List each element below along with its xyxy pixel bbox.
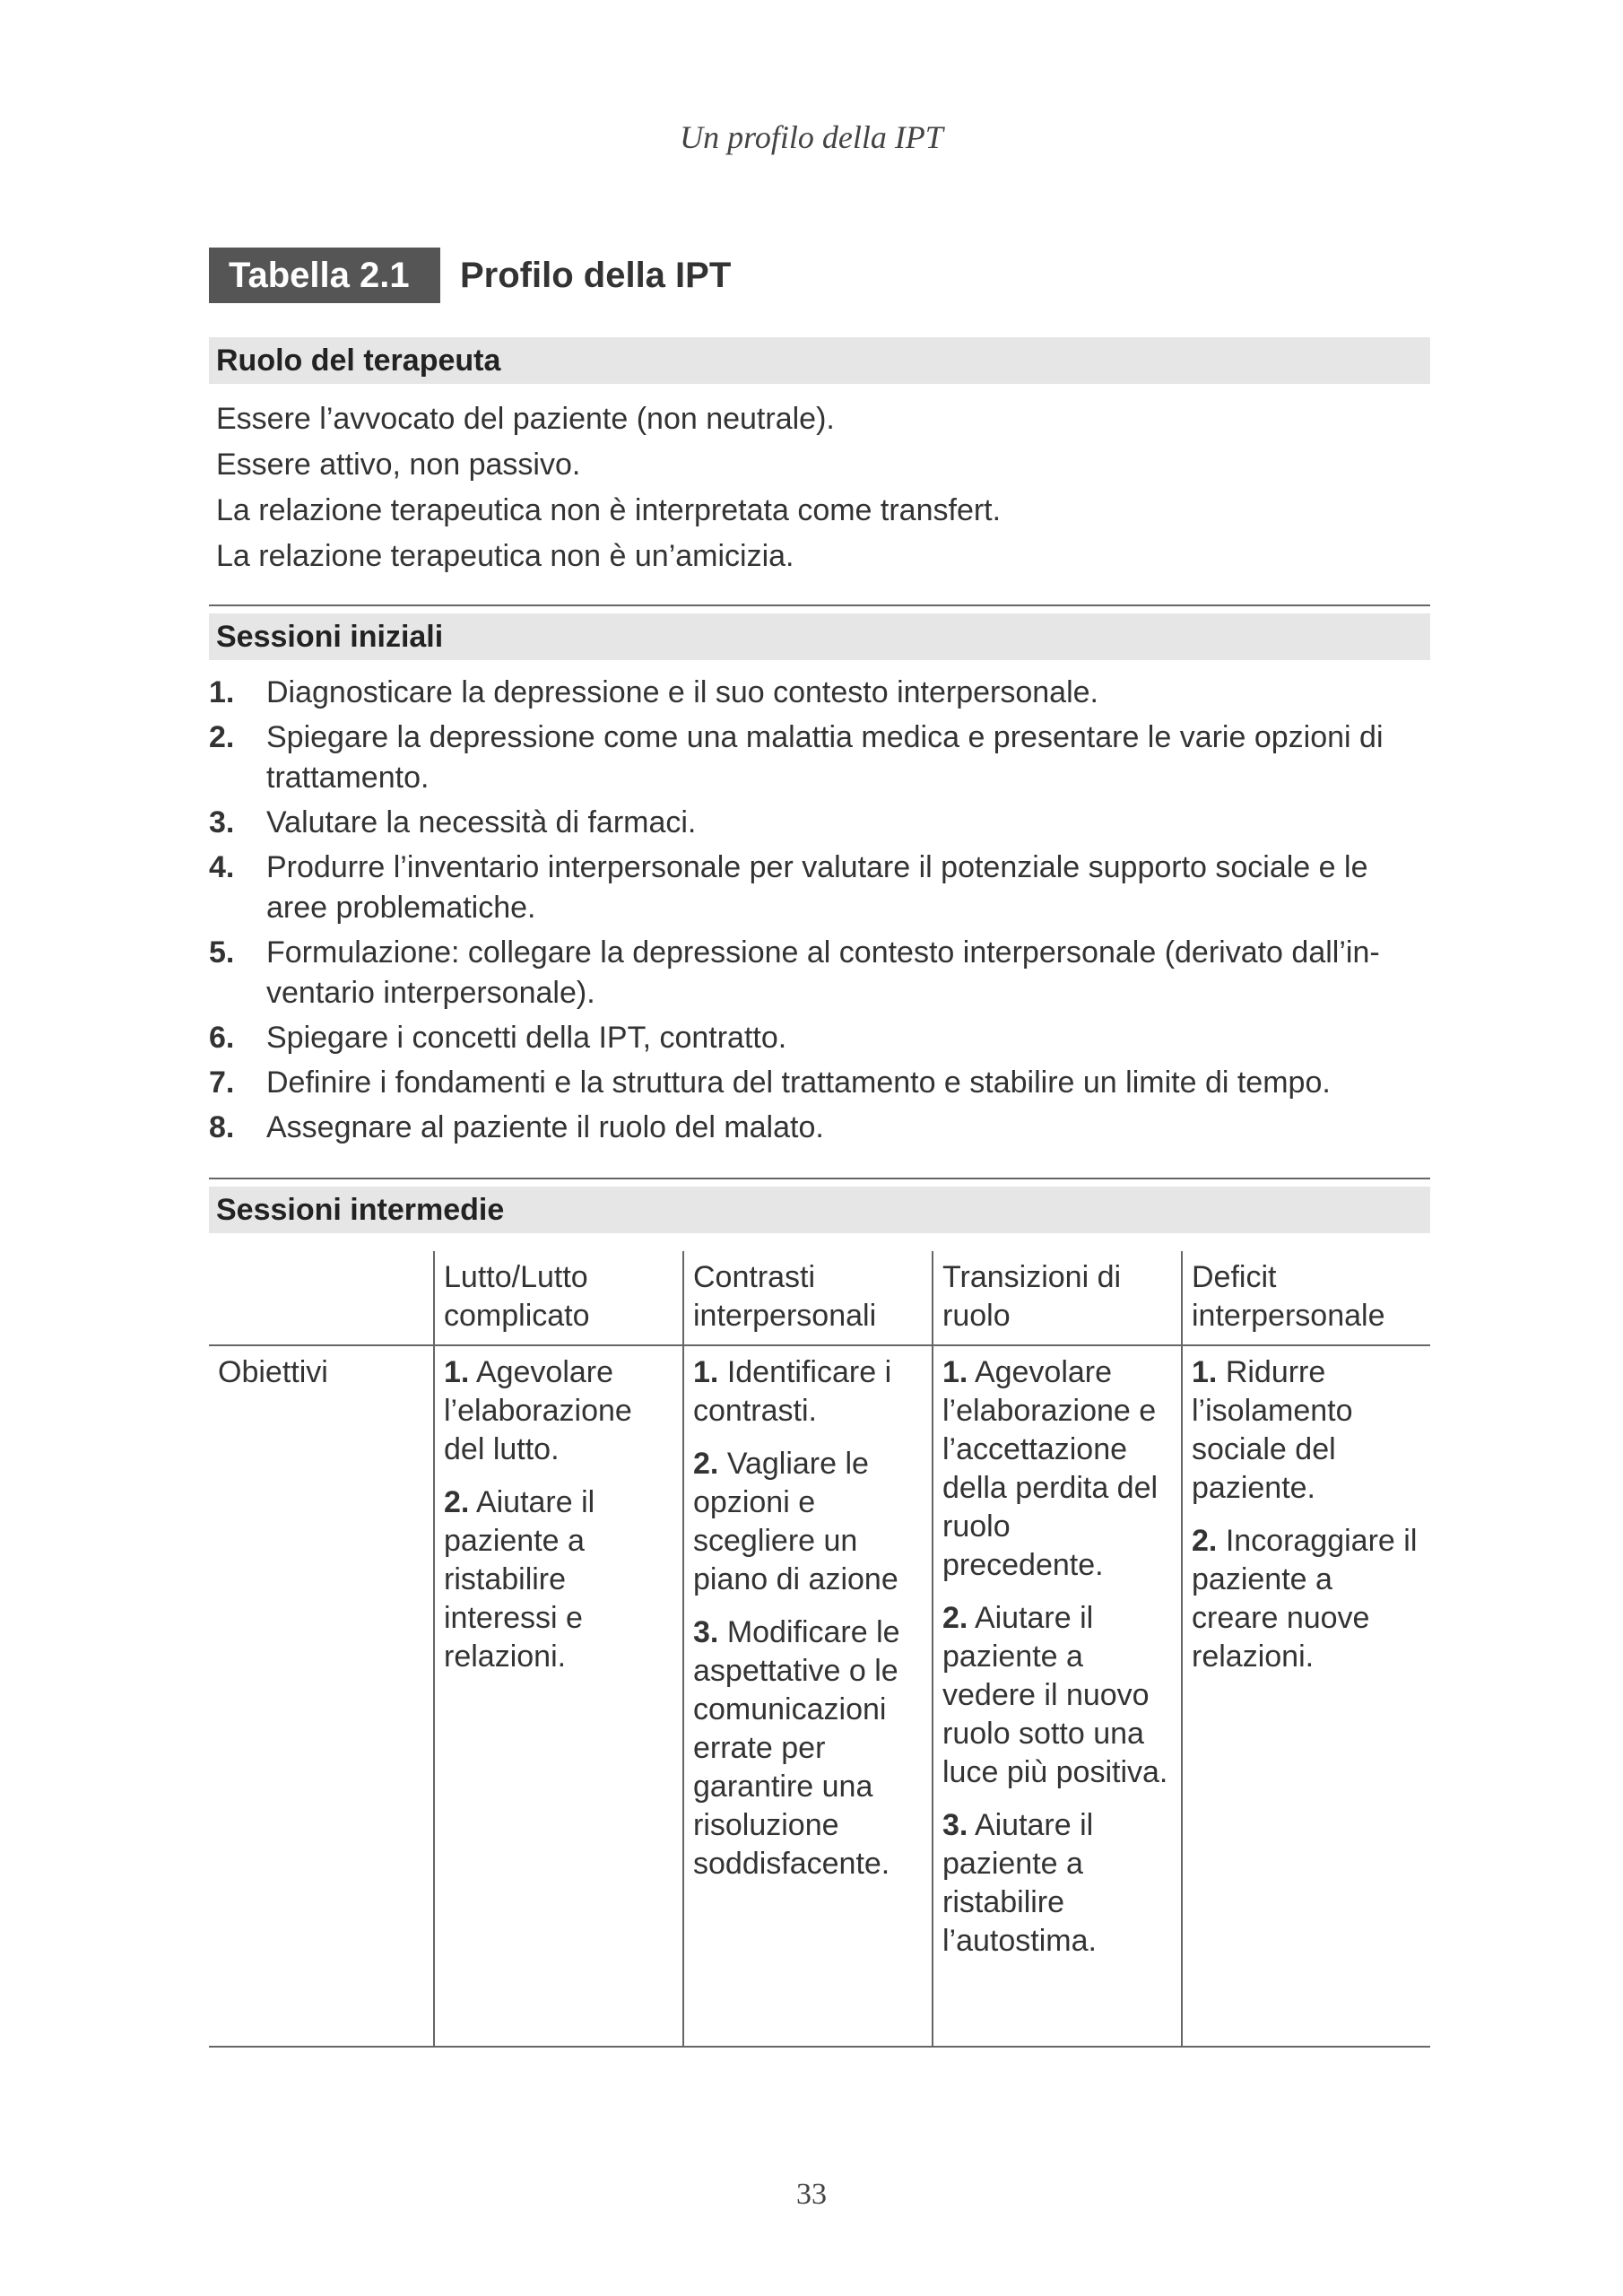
- objective-item: [942, 1599, 1172, 1792]
- objective-item: [444, 1483, 673, 1676]
- item-number: 2.: [209, 720, 235, 754]
- item-text: Assegnare al paziente il ruolo del malato.: [266, 1110, 824, 1144]
- role-line: La relazione terapeutica non è interpretata come transfert.: [216, 493, 1002, 527]
- objective-text: Agevolare l’elaborazione e l’accettazione della perdita del ruolo precedente.: [942, 1355, 1159, 1582]
- item-number: 8.: [209, 1110, 235, 1144]
- intermediate-grid: [209, 1251, 1430, 2046]
- objective-text: Incoraggiare il paziente a creare nuove relazioni.: [1192, 1524, 1418, 1674]
- objective-number: 1.: [1192, 1355, 1218, 1389]
- column-header: Lutto/Lutto complicato: [433, 1251, 682, 1346]
- role-line: Essere l’avvocato del paziente (non neutrale).: [216, 402, 835, 436]
- grid-corner: [209, 1251, 433, 1346]
- table-2-1: [209, 248, 1430, 2048]
- item-text: Formulazione: collegare la depressione al contesto interpersonale (derivato dall’in-ventario interpersonale).: [266, 935, 1380, 1010]
- objective-item: [693, 1445, 923, 1599]
- list-item: [209, 1018, 1430, 1058]
- item-number: 5.: [209, 935, 235, 970]
- objective-number: 1.: [444, 1355, 470, 1389]
- item-number: 3.: [209, 805, 235, 839]
- section-heading-role: Ruolo del terapeuta: [209, 337, 1430, 384]
- running-head: Un profilo della IPT: [680, 119, 943, 155]
- column-header: Transizioni di ruolo: [932, 1251, 1181, 1346]
- role-lines: [209, 396, 1430, 579]
- table-bottom-rule: [209, 2046, 1430, 2048]
- page-number: 33: [796, 2178, 827, 2211]
- role-line: Essere attivo, non passivo.: [216, 448, 581, 482]
- objectives-cell: [932, 1346, 1181, 2046]
- table-title: [209, 248, 1430, 303]
- objective-text: Aiutare il paziente a ristabilire l’autostima.: [942, 1808, 1097, 1958]
- objective-item: [942, 1353, 1172, 1585]
- objective-number: 2.: [693, 1447, 719, 1481]
- objective-item: [444, 1353, 673, 1469]
- item-text: Produrre l’inventario interpersonale per valutare il potenziale supporto sociale e le aree problematiche.: [266, 850, 1368, 925]
- objective-number: 2.: [444, 1485, 470, 1519]
- list-item: [209, 803, 1430, 843]
- objectives-cell: [433, 1346, 682, 2046]
- objective-item: [693, 1353, 923, 1431]
- column-header: Deficit interpersonale: [1181, 1251, 1430, 1346]
- objective-text: Vagliare le opzioni e scegliere un piano di azione: [693, 1447, 898, 1596]
- list-item: [209, 933, 1430, 1013]
- item-text: Diagnosticare la depressione e il suo contesto interpersonale.: [266, 675, 1098, 709]
- objective-number: 3.: [942, 1808, 968, 1842]
- list-item: [209, 718, 1430, 798]
- objective-number: 2.: [942, 1601, 968, 1635]
- item-number: 7.: [209, 1065, 235, 1100]
- objective-number: 2.: [1192, 1524, 1218, 1558]
- item-number: 4.: [209, 850, 235, 884]
- item-text: Spiegare i concetti della IPT, contratto.: [266, 1021, 787, 1055]
- objective-number: 1.: [693, 1355, 719, 1389]
- item-number: 6.: [209, 1021, 235, 1055]
- list-item: [209, 1063, 1430, 1103]
- list-item: [209, 1108, 1430, 1148]
- table-name: Profilo della IPT: [460, 255, 732, 295]
- list-item: [209, 848, 1430, 928]
- section-heading-initial: Sessioni iniziali: [209, 613, 1430, 660]
- item-text: Spiegare la depressione come una malattia medica e presentare le varie opzioni di trattamento.: [266, 720, 1384, 795]
- objective-item: [1192, 1353, 1421, 1508]
- list-item: [209, 673, 1430, 713]
- section-heading-intermediate: Sessioni intermedie: [209, 1187, 1430, 1233]
- row-label: Obiettivi: [218, 1355, 328, 1389]
- objective-item: [693, 1613, 923, 1883]
- objective-text: Aiutare il paziente a ristabilire interessi e relazioni.: [444, 1485, 595, 1674]
- initial-list: [209, 673, 1430, 1148]
- table-label: Tabella 2.1: [209, 248, 440, 303]
- objective-number: 1.: [942, 1355, 968, 1389]
- column-header: Contrasti interpersonali: [682, 1251, 932, 1346]
- objective-number: 3.: [693, 1615, 719, 1649]
- objective-text: Aiutare il paziente a vedere il nuovo ruolo sotto una luce più positiva.: [942, 1601, 1168, 1789]
- objective-item: [1192, 1522, 1421, 1676]
- objectives-cell: [682, 1346, 932, 2046]
- objective-text: Ridurre l’isolamento sociale del paziente.: [1192, 1355, 1353, 1505]
- objective-text: Agevolare l’elaborazione del lutto.: [444, 1355, 632, 1466]
- objectives-cell: [1181, 1346, 1430, 2046]
- role-line: La relazione terapeutica non è un’amicizia.: [216, 539, 794, 573]
- item-text: Definire i fondamenti e la struttura del trattamento e stabilire un limite di tempo.: [266, 1065, 1331, 1100]
- objective-text: Modificare le aspettative o le comunicazioni errate per garantire una risoluzione soddisfacente.: [693, 1615, 900, 1881]
- item-number: 1.: [209, 675, 235, 709]
- objective-item: [942, 1806, 1172, 1961]
- objective-text: Identificare i contrasti.: [693, 1355, 892, 1428]
- item-text: Valutare la necessità di farmaci.: [266, 805, 697, 839]
